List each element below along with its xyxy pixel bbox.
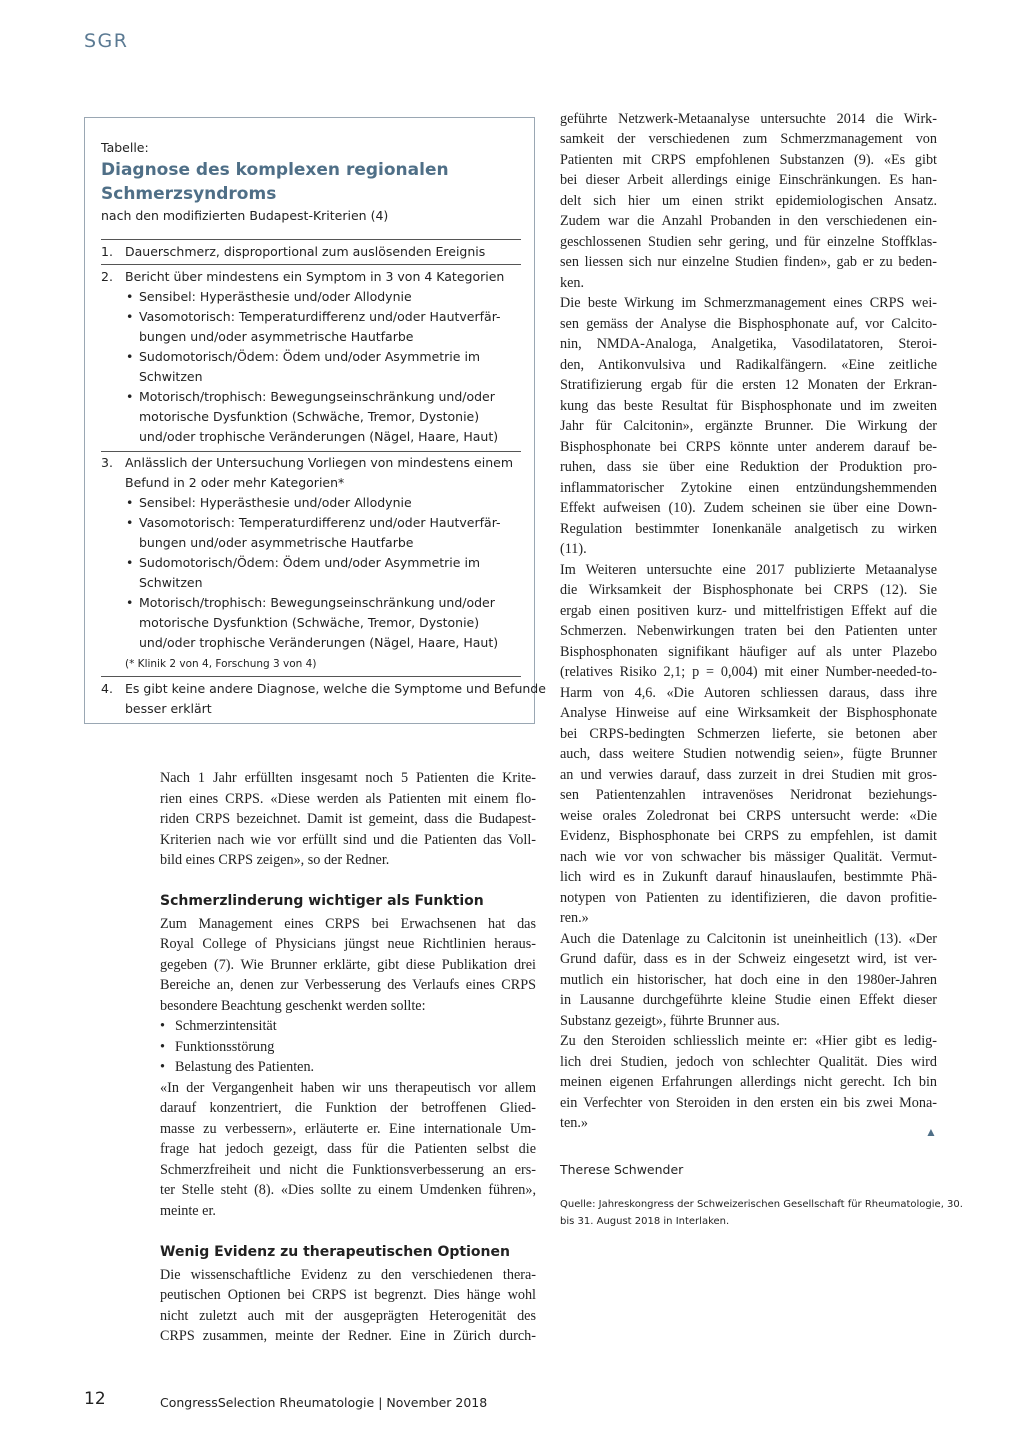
bullet-dot: • (160, 1059, 165, 1075)
body-line: ergab einen positiven kurz- und mittelfristigen Effekt auf die (560, 603, 937, 619)
body-line: Auch die Datenlage zu Calcitonin ist uneinheitlich (13). «Der (560, 931, 937, 947)
bullet-text: und/oder trophische Veränderungen (Nägel, Haare, Haut) (139, 429, 499, 444)
body-line: geschlossenen Studien sehr gering, und für einzelne Stoffklas- (560, 234, 937, 250)
table-pre-title: Tabelle: (101, 140, 149, 155)
body-line: rien eines CRPS. «Diese werden als Patienten mit einem flo- (160, 791, 536, 807)
article-end-triangle-icon: ▲ (925, 1125, 937, 1139)
item-text: besser erklärt (125, 701, 212, 716)
table-subtitle: nach den modifizierten Budapest-Kriterien (4) (101, 208, 389, 223)
source-note: Quelle: Jahreskongress der Schweizerischen Gesellschaft für Rheumatologie, 30. (560, 1199, 963, 1210)
bullet-text: Sensibel: Hyperästhesie und/oder Allodynie (139, 495, 412, 510)
bullet-text: Motorisch/trophisch: Bewegungseinschränkung und/oder (139, 595, 495, 610)
body-line: Zu den Steroiden schliesslich meinte er: «Hier gibt es ledig- (560, 1033, 937, 1049)
item-text: Bericht über mindestens ein Symptom in 3 von 4 Kategorien (125, 269, 505, 284)
table-rule (101, 676, 521, 677)
table-rule (101, 451, 521, 452)
body-line: mutlich ein historischer, hat doch eine in den 1980er-Jahren (560, 972, 937, 988)
item-number: 1. (101, 244, 113, 259)
body-line: «In der Vergangenheit haben wir uns therapeutisch vor allem (160, 1080, 536, 1096)
body-line: besondere Beachtung geschenkt werden sollte: (160, 998, 426, 1014)
body-line: Zum Management eines CRPS bei Erwachsenen hat das (160, 916, 536, 932)
section-heading: Wenig Evidenz zu therapeutischen Optionen (160, 1244, 510, 1260)
bullet-dot: • (126, 555, 134, 570)
body-line: Harm von 4,6. «Die Autoren schliessen daraus, dass ihre (560, 685, 937, 701)
bullet-text: Sudomotorisch/Ödem: Ödem und/oder Asymmetrie im (139, 555, 481, 570)
body-line: frage hat jedoch gezeigt, dass für die Patienten selbst die (160, 1141, 536, 1157)
body-line: ruhen, dass sie über eine Reduktion der Produktion pro- (560, 459, 937, 475)
diagnosis-table (84, 117, 546, 724)
article-author: Therese Schwender (560, 1162, 684, 1177)
bullet-dot: • (126, 495, 134, 510)
body-line: meinen eigenen Erfahrungen allerdings nicht gerecht. Ich bin (560, 1074, 937, 1090)
body-line: ten.» (560, 1115, 588, 1131)
item-number: 4. (101, 681, 113, 696)
body-line: sen liessen sich nur einzelne Studien finden», gab er zu beden- (560, 254, 937, 270)
bullet-text: bungen und/oder asymmetrische Hautfarbe (139, 535, 414, 550)
bullet-text: Motorisch/trophisch: Bewegungseinschränkung und/oder (139, 389, 495, 404)
section-heading: Schmerzlinderung wichtiger als Funktion (160, 893, 484, 909)
body-line: ein Verfechter von Steroiden in den ersten ein bis zwei Mona- (560, 1095, 937, 1111)
table-footnote: (* Klinik 2 von 4, Forschung 3 von 4) (125, 658, 317, 670)
body-line: masse zu verbessern», erläuterte er. Eine internationale Um- (160, 1121, 536, 1137)
body-line: Zudem war die Anzahl Probanden in den verschiedenen ein- (560, 213, 937, 229)
body-line: bild eines CRPS zeigen», so der Redner. (160, 852, 390, 868)
bullet-text: Sensibel: Hyperästhesie und/oder Allodynie (139, 289, 412, 304)
body-line: Evidenz, Bisphosphonate bei CRPS zu empfehlen, ist damit (560, 828, 937, 844)
item-text: Dauerschmerz, disproportional zum auslösenden Ereignis (125, 244, 486, 259)
body-line: Substanz gezeigt», führte Brunner aus. (560, 1013, 780, 1029)
body-line: sen Patientenzahlen intravenöses Neridronat beziehungs- (560, 787, 937, 803)
body-line: Jahr für Calcitonin», ergänzte Brunner. Die Wirkung der (560, 418, 937, 434)
body-line: notypen von Patienten zu identifizieren, die davon profitie- (560, 890, 937, 906)
bullet-dot: • (126, 515, 134, 530)
body-line: CRPS zusammen, meinte der Redner. Eine in Zürich durch- (160, 1328, 536, 1344)
bullet-text: Funktionsstörung (175, 1039, 275, 1055)
body-line: bei dieser Arbeit allerdings einige Einschränkungen. Es han- (560, 172, 937, 188)
body-line: auch, dass weitere Studien notwendig seien», fügte Brunner (560, 746, 937, 762)
body-line: Die wissenschaftliche Evidenz zu den verschiedenen thera- (160, 1267, 536, 1283)
body-line: Bisphosphonaten signifikant häufiger auf als unter Plazebo (560, 644, 937, 660)
bullet-text: Schwitzen (139, 575, 203, 590)
body-line: Bereiche an, denen zur Verbesserung des Verlaufs eines CRPS (160, 977, 536, 993)
journal-section-mark: SGR (84, 30, 129, 52)
item-number: 2. (101, 269, 113, 284)
body-line: sen gemäss der Analyse die Bisphosphonate auf, vor Calcito- (560, 316, 937, 332)
bullet-dot: • (160, 1039, 165, 1055)
bullet-dot: • (126, 349, 134, 364)
body-line: delt sich hier um einen strikt epidemiologischen Ansatz. (560, 193, 937, 209)
body-line: Patienten mit CRPS empfohlenen Substanzen (9). «Es gibt (560, 152, 937, 168)
body-line: geführte Netzwerk-Metaanalyse untersuchte 2014 die Wirk- (560, 111, 937, 127)
body-line: Bisphosphonate bei CRPS könnte unter anderem darauf be- (560, 439, 937, 455)
body-line: darauf konzentriert, die Funktion der betroffenen Glied- (160, 1100, 536, 1116)
body-line: nicht zuletzt auch mit der ausgeprägten Heterogenität des (160, 1308, 536, 1324)
bullet-text: Schwitzen (139, 369, 203, 384)
bullet-dot: • (160, 1018, 165, 1034)
body-line: nin, NMDA-Analoga, Analgetika, Vasodilatatoren, Steroi- (560, 336, 937, 352)
bullet-dot: • (126, 289, 134, 304)
body-line: Regulation bestimmter Ionenkanäle analgetisch zu wirken (560, 521, 937, 537)
bullet-text: Vasomotorisch: Temperaturdifferenz und/oder Hautverfär- (139, 309, 501, 324)
body-line: (11). (560, 541, 587, 557)
publication-footer: CongressSelection Rheumatologie | November 2018 (160, 1395, 488, 1410)
body-line: Kriterien nach wie vor erfüllt sind und die Patienten das Voll- (160, 832, 536, 848)
body-line: in Lausanne durchgeführte kleine Studie einen Effekt dieser (560, 992, 937, 1008)
body-line: Schmerzen. Nebenwirkungen traten bei den Patienten unter (560, 623, 937, 639)
body-line: ter Stelle steht (8). «Dies sollte zu einem Umdenken führen», (160, 1182, 536, 1198)
body-line: (relatives Risiko 2,1; p = 0,004) mit einer Number-needed-to- (560, 664, 937, 680)
bullet-text: bungen und/oder asymmetrische Hautfarbe (139, 329, 414, 344)
item-text: Befund in 2 oder mehr Kategorien* (125, 475, 345, 490)
bullet-dot: • (126, 595, 134, 610)
body-line: weise orales Zoledronat bei CRPS untersucht werde: «Die (560, 808, 937, 824)
table-rule (101, 239, 521, 240)
bullet-text: Schmerzintensität (175, 1018, 277, 1034)
body-line: Schmerzfreiheit und nicht die Funktionsverbesserung an ers- (160, 1162, 536, 1178)
table-title (101, 158, 521, 206)
body-line: Stratifizierung ergab für die ersten 12 Monaten der Erkran- (560, 377, 937, 393)
body-line: gegeben (7). Wie Brunner erklärte, gibt diese Publikation drei (160, 957, 536, 973)
source-note: bis 31. August 2018 in Interlaken. (560, 1216, 730, 1227)
bullet-dot: • (126, 309, 134, 324)
bullet-text: Sudomotorisch/Ödem: Ödem und/oder Asymmetrie im (139, 349, 481, 364)
body-line: Grund dafür, dass es in der Schweiz eingesetzt wird, ist ver- (560, 951, 937, 967)
body-line: nach wie vor von schwacher bis mässiger Qualität. Vermut- (560, 849, 937, 865)
item-number: 3. (101, 455, 113, 470)
table-title-line: Diagnose des komplexen regionalen (101, 160, 449, 180)
body-line: die Wirksamkeit der Bisphosphonate bei CRPS (12). Sie (560, 582, 937, 598)
body-line: samkeit der verschiedenen zum Schmerzmanagement von (560, 131, 937, 147)
body-line: den, Antikonvulsiva und Radikalfängern. «Eine zeitliche (560, 357, 937, 373)
body-line: lich drei Studien, jedoch von schlechter Qualität. Dies wird (560, 1054, 937, 1070)
body-line: Die beste Wirkung im Schmerzmanagement eines CRPS wei- (560, 295, 937, 311)
bullet-text: und/oder trophische Veränderungen (Nägel, Haare, Haut) (139, 635, 499, 650)
body-line: Effekt aufweisen (10). Zudem scheinen sie über eine Down- (560, 500, 937, 516)
body-line: meinte er. (160, 1203, 216, 1219)
body-line: riden CRPS bezeichnet. Damit ist gemeint, dass die Budapest- (160, 811, 536, 827)
table-title-line: Schmerzsyndroms (101, 184, 277, 204)
body-line: Im Weiteren untersuchte eine 2017 publizierte Metaanalyse (560, 562, 937, 578)
item-text: Anlässlich der Untersuchung Vorliegen von mindestens einem (125, 455, 513, 470)
body-line: inflammatorischer Zytokine einen entzündungshemmenden (560, 480, 937, 496)
body-line: peutischen Optionen bei CRPS ist begrenzt. Dies hänge wohl (160, 1287, 536, 1303)
bullet-text: Belastung des Patienten. (175, 1059, 315, 1075)
body-line: kung das beste Resultat für Bisphosphonate und im zweiten (560, 398, 937, 414)
bullet-text: motorische Dysfunktion (Schwäche, Tremor, Dystonie) (139, 409, 480, 424)
body-line: Analyse Hinweise auf eine Wirksamkeit der Bisphosphonate (560, 705, 937, 721)
bullet-dot: • (126, 389, 134, 404)
body-line: Nach 1 Jahr erfüllten insgesamt noch 5 Patienten die Krite- (160, 770, 536, 786)
body-line: an und verwies darauf, dass zurzeit in drei Studien mit gros- (560, 767, 937, 783)
body-line: lich wird es in Zukunft darauf hinauslaufen, bestimmte Phä- (560, 869, 937, 885)
body-line: Royal College of Physicians jüngst neue Richtlinien heraus- (160, 936, 536, 952)
body-line: bei CRPS-bedingten Schmerzen lieferte, sie betonen aber (560, 726, 937, 742)
bullet-text: Vasomotorisch: Temperaturdifferenz und/oder Hautverfär- (139, 515, 501, 530)
body-line: ren.» (560, 910, 589, 926)
table-rule (101, 264, 521, 265)
bullet-text: motorische Dysfunktion (Schwäche, Tremor, Dystonie) (139, 615, 480, 630)
body-line: ken. (560, 275, 585, 291)
page-number: 12 (84, 1389, 106, 1409)
item-text: Es gibt keine andere Diagnose, welche die Symptome und Befunde (125, 681, 546, 696)
